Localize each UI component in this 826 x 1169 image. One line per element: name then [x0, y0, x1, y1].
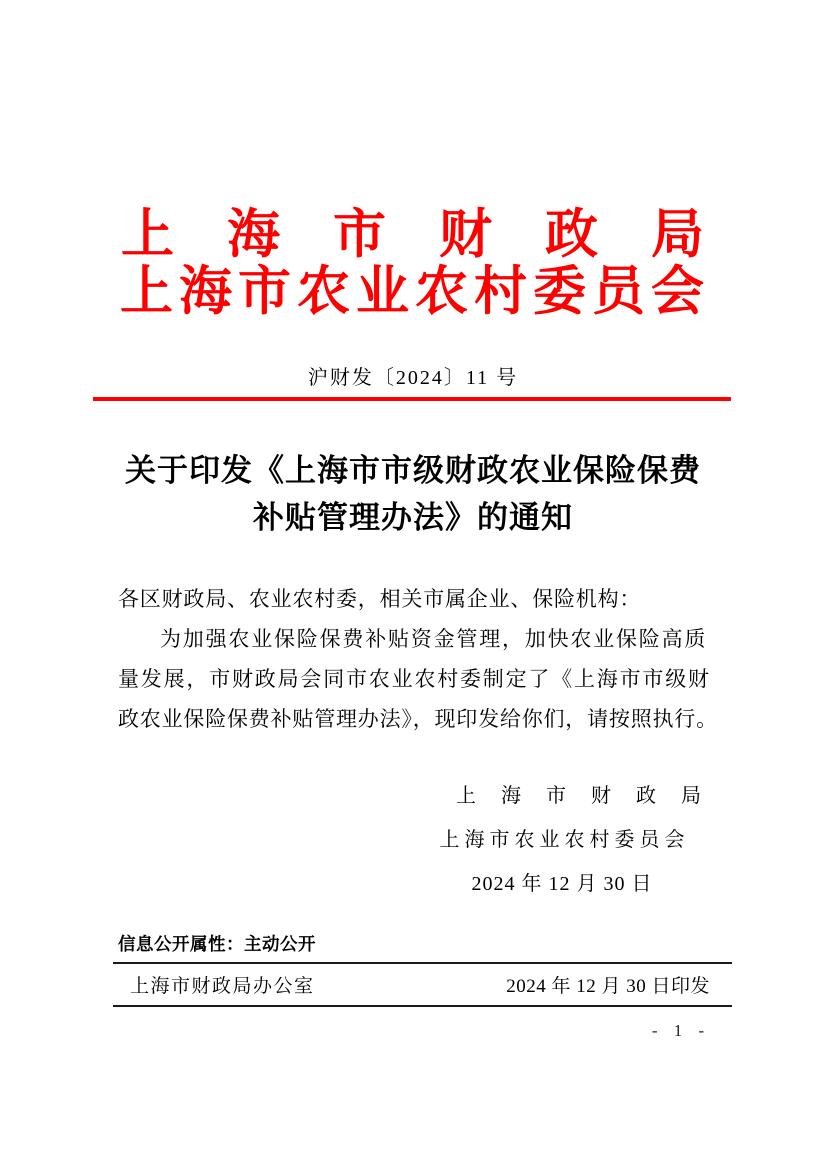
letterhead-agency-1: 上海市财政局 — [121, 206, 757, 264]
document-title-line-2: 补贴管理办法》的通知 — [253, 500, 573, 535]
red-divider-rule — [93, 397, 731, 401]
document-title-line-1: 关于印发《上海市市级财政农业保险保费 — [125, 453, 701, 488]
body-text-line: 量发展，市财政局会同市农业农村委制定了《上海市市级财 — [118, 667, 711, 691]
footer-issuer: 上海市财政局办公室 — [130, 976, 315, 997]
document-title — [0, 447, 826, 541]
letterhead — [0, 206, 826, 320]
signature-agency-2: 上海市农业农村委员会 — [439, 829, 690, 851]
page-number: - 1 - — [651, 1021, 711, 1040]
document-number: 沪财发〔2024〕11 号 — [307, 367, 519, 389]
signature-agency-1: 上海市财政局 — [456, 785, 726, 807]
issuance-footer — [113, 962, 732, 1007]
body-salutation: 各区财政局、农业农村委，相关市属企业、保险机构： — [118, 587, 642, 611]
footer-print-date: 2024 年 12 月 30 日印发 — [506, 976, 710, 997]
body-text-line: 为加强农业保险保费补贴资金管理，加快农业保险高质 — [160, 627, 708, 651]
document-body — [118, 579, 718, 739]
body-text-line: 政农业保险保费补贴管理办法》，现印发给你们，请按照执行。 — [118, 707, 718, 731]
signature-block — [431, 774, 726, 906]
letterhead-agency-2: 上海市农业农村委员会 — [120, 263, 710, 321]
disclosure-attribute: 信息公开属性：主动公开 — [118, 934, 316, 954]
signature-date: 2024 年 12 月 30 日 — [471, 873, 653, 895]
